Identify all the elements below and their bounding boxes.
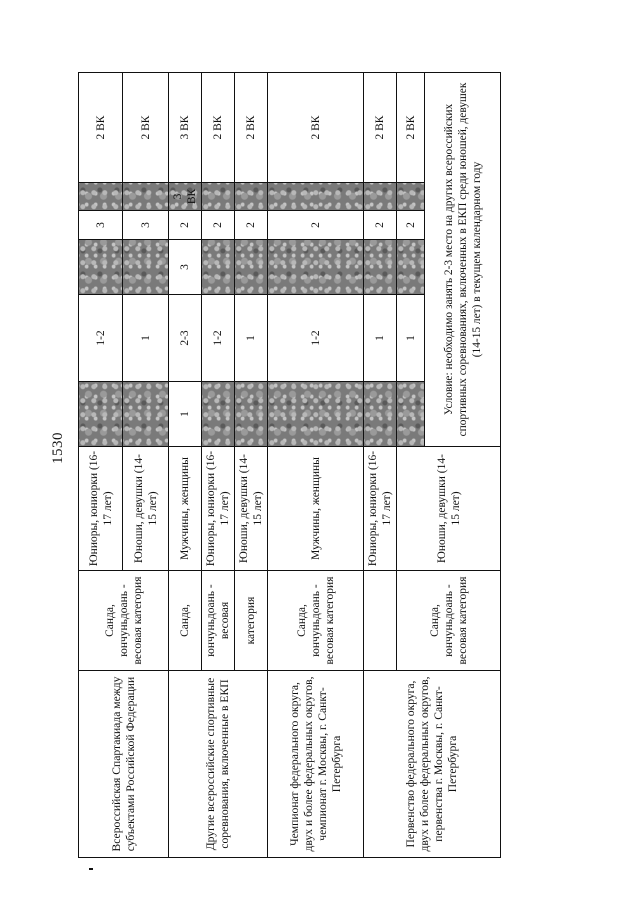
shaded-cell	[364, 183, 397, 211]
discipline-cell: юнчуньдоань - весовая	[202, 571, 235, 671]
blank-cell	[364, 571, 397, 671]
discipline-cell: Санда,	[169, 571, 202, 671]
starts-cell: 2	[364, 211, 397, 240]
page-number: 1530	[50, 432, 66, 464]
table-row	[364, 73, 397, 858]
shaded-cell	[202, 183, 235, 211]
shaded-cell	[268, 240, 364, 295]
discipline-cell: категория	[235, 571, 268, 671]
condition-note: Условие: необходимо занять 2-3 место на других всероссийских спортивных соревнованиях, включенных в ЕКП среди юношей, девушек (14-15 лет) в текущем календарном году	[425, 73, 501, 447]
shaded-cell	[235, 183, 268, 211]
starts-cell: 2	[169, 211, 202, 240]
rank-cell: 3 ВК	[169, 73, 202, 183]
age-cell: Юноши, девушки (14-15 лет)	[123, 447, 169, 571]
shaded-cell	[79, 240, 123, 295]
age-cell: Мужчины, женщины	[169, 447, 202, 571]
age-cell: Юниоры, юниорки (16-17 лет)	[202, 447, 235, 571]
starts-cell: 2	[202, 211, 235, 240]
place-cell: 2-3	[169, 295, 202, 382]
place-cell: 1	[397, 295, 425, 382]
shaded-cell	[397, 183, 425, 211]
starts-cell: 2	[268, 211, 364, 240]
starts-cell: 3	[123, 211, 169, 240]
discipline-cell: Санда, юнчуньдоань - весовая категория	[397, 571, 501, 671]
shaded-cell: 3 ВК	[169, 183, 202, 211]
place-cell: 1	[235, 295, 268, 382]
starts-cell: 3	[169, 240, 202, 295]
event-cell: Чемпионат федерального округа, двух и более федеральных округов, чемпионат г. Москвы, г. Санкт-Петербурга	[268, 671, 364, 858]
qualification-table-rotated	[78, 73, 483, 858]
age-cell: Юноши, девушки (14-15 лет)	[235, 447, 268, 571]
place-cell: 1	[364, 295, 397, 382]
event-cell: Первенство федерального округа, двух и более федеральных округов, первенства г. Москвы, г. Санкт-Петербурга	[364, 671, 501, 858]
rank-cell: 2 ВК	[235, 73, 268, 183]
rank-cell: 2 ВК	[397, 73, 425, 183]
shaded-cell	[397, 240, 425, 295]
place-cell: 1	[123, 295, 169, 382]
event-cell: Другие всероссийские спортивные соревнования, включенные в ЕКП	[169, 671, 268, 858]
table-row	[79, 73, 123, 858]
shaded-cell	[79, 183, 123, 211]
shaded-cell	[268, 183, 364, 211]
shaded-cell	[202, 240, 235, 295]
rank-cell: 2 ВК	[202, 73, 235, 183]
qualification-table	[78, 72, 501, 858]
shaded-cell	[79, 382, 123, 447]
age-cell: Юниоры, юниорки (16-17 лет)	[364, 447, 397, 571]
rank-cell: 2 ВК	[79, 73, 123, 183]
shaded-cell	[235, 240, 268, 295]
shaded-cell	[123, 382, 169, 447]
starts-cell: 2	[235, 211, 268, 240]
shaded-cell	[202, 382, 235, 447]
discipline-cell: Санда, юнчуньдоань - весовая категория	[79, 571, 169, 671]
table-row	[268, 73, 364, 858]
scan-mark	[89, 868, 93, 870]
rank-cell: 2 ВК	[123, 73, 169, 183]
place-cell: 1-2	[202, 295, 235, 382]
discipline-cell: Санда, юнчуньдоань - весовая категория	[268, 571, 364, 671]
place-cell: 1-2	[268, 295, 364, 382]
age-cell: Юноши, девушки (14-15 лет)	[397, 447, 501, 571]
shaded-cell	[123, 183, 169, 211]
age-cell: Мужчины, женщины	[268, 447, 364, 571]
starts-cell: 2	[397, 211, 425, 240]
event-cell: Всероссийская Спартакиада между субъектами Российской Федерации	[79, 671, 169, 858]
place-cell: 1-2	[79, 295, 123, 382]
starts-cell: 3	[79, 211, 123, 240]
rank-cell: 2 ВК	[364, 73, 397, 183]
table-row	[169, 73, 202, 858]
place-cell: 1	[169, 382, 202, 447]
rank-cell: 2 ВК	[268, 73, 364, 183]
shaded-cell	[235, 382, 268, 447]
shaded-cell	[123, 240, 169, 295]
age-cell: Юниоры, юниорки (16-17 лет)	[79, 447, 123, 571]
shaded-cell	[397, 382, 425, 447]
shaded-cell	[364, 382, 397, 447]
shaded-cell	[268, 382, 364, 447]
shaded-cell	[364, 240, 397, 295]
